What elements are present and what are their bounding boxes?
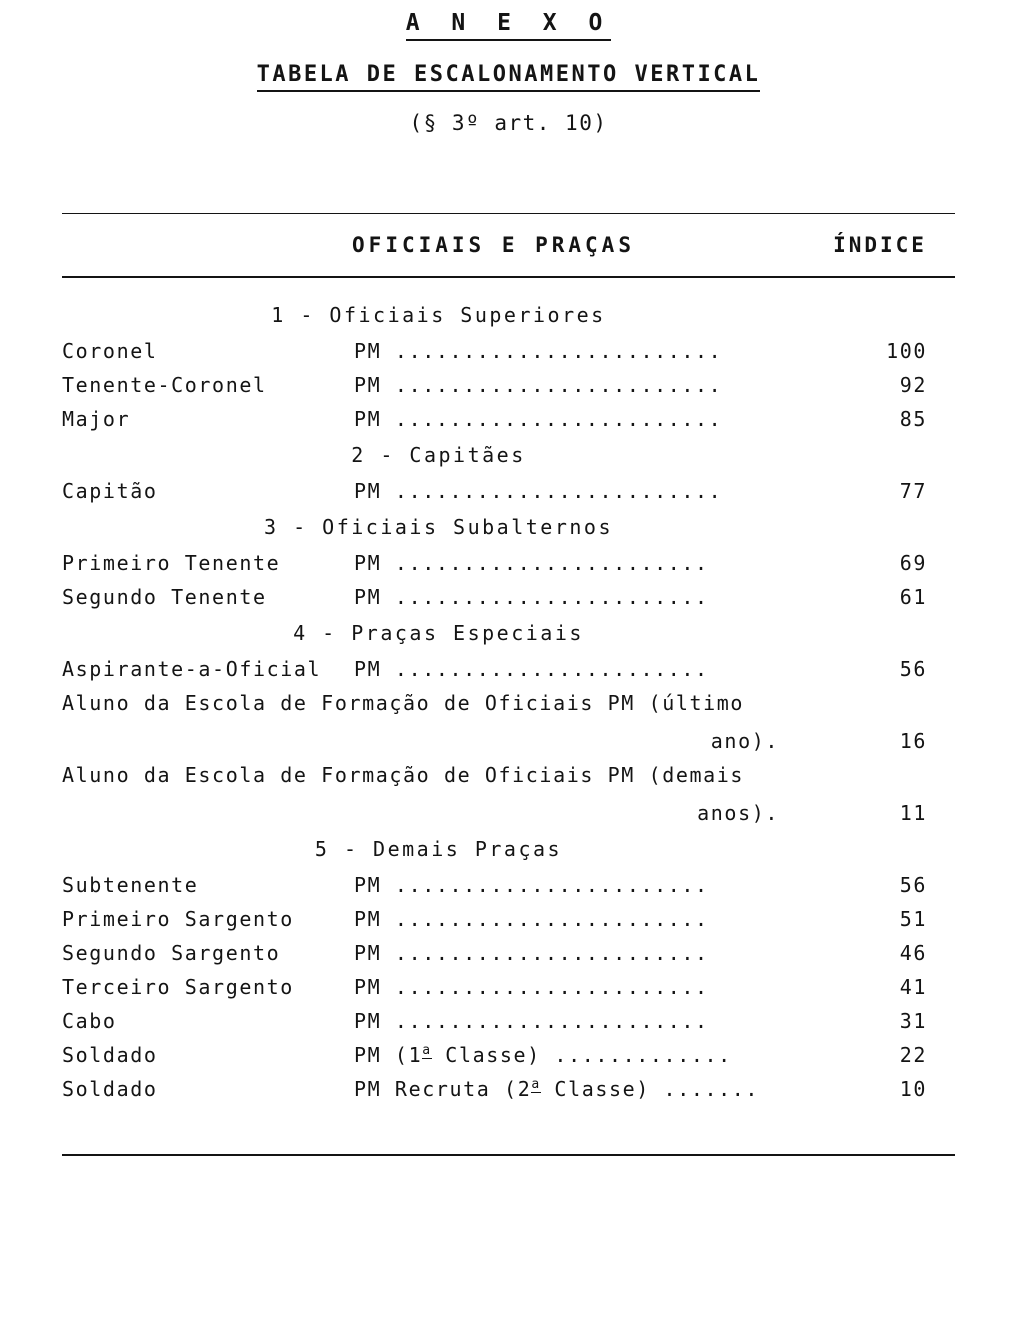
table-row bbox=[62, 902, 955, 936]
rank-label: Subtenente bbox=[62, 873, 199, 897]
rank-leader: PM ....................... bbox=[354, 907, 709, 931]
rank-leader: PM Recruta (2$^a$ Classe) ....... bbox=[354, 1077, 760, 1101]
rank-index-value: 22 bbox=[899, 1043, 927, 1067]
table-row bbox=[62, 1004, 955, 1038]
rank-label: Aluno da Escola de Formação de Oficiais PM (último bbox=[62, 691, 745, 715]
document-page bbox=[0, 10, 1017, 1324]
rank-leader: PM ....................... bbox=[354, 941, 709, 965]
rank-label: Primeiro Tenente bbox=[62, 551, 281, 575]
table-row bbox=[62, 686, 955, 758]
table-row bbox=[62, 474, 955, 508]
page-title-text: A N E X O bbox=[406, 10, 612, 41]
rank-index-value: 46 bbox=[899, 941, 927, 965]
table-row bbox=[62, 970, 955, 1004]
table-row bbox=[62, 368, 955, 402]
rank-leader: PM ........................ bbox=[354, 407, 723, 431]
rank-leader: PM ....................... bbox=[354, 873, 709, 897]
table-bottom-rule bbox=[62, 1154, 955, 1156]
rank-index-value: 51 bbox=[899, 907, 927, 931]
rank-index-value: 10 bbox=[899, 1077, 927, 1101]
document-subtitle bbox=[62, 62, 955, 87]
rank-label: Coronel bbox=[62, 339, 158, 363]
rank-label: Segundo Sargento bbox=[62, 941, 281, 965]
rank-label: Soldado bbox=[62, 1043, 158, 1067]
ranking-table bbox=[62, 213, 955, 1156]
table-row bbox=[62, 1038, 955, 1072]
rank-label: Capitão bbox=[62, 479, 158, 503]
table-section-header: 4 - Praças Especiais bbox=[293, 621, 584, 645]
rank-label: Terceiro Sargento bbox=[62, 975, 294, 999]
column-header-main: OFICIAIS E PRAÇAS bbox=[352, 233, 635, 257]
rank-label-tail: anos). bbox=[697, 801, 779, 825]
rank-index-value: 41 bbox=[899, 975, 927, 999]
rank-label: Cabo bbox=[62, 1009, 117, 1033]
rank-index-value: 11 bbox=[899, 801, 927, 825]
table-row bbox=[62, 936, 955, 970]
rank-index-value: 69 bbox=[899, 551, 927, 575]
table-row bbox=[62, 1072, 955, 1106]
rank-leader: PM ........................ bbox=[354, 339, 723, 363]
table-row bbox=[62, 758, 955, 830]
rank-label: Tenente-Coronel bbox=[62, 373, 267, 397]
rank-label: Segundo Tenente bbox=[62, 585, 267, 609]
rank-leader: PM ....................... bbox=[354, 585, 709, 609]
rank-index-value: 100 bbox=[886, 339, 927, 363]
rank-index-value: 16 bbox=[899, 729, 927, 753]
table-header-row bbox=[62, 214, 955, 276]
rank-leader: PM ........................ bbox=[354, 373, 723, 397]
rank-index-value: 92 bbox=[899, 373, 927, 397]
table-row bbox=[62, 580, 955, 614]
rank-label: Aluno da Escola de Formação de Oficiais PM (demais bbox=[62, 763, 745, 787]
page-title bbox=[62, 10, 955, 36]
table-section-header: 3 - Oficiais Subalternos bbox=[264, 515, 613, 539]
rank-leader: PM ....................... bbox=[354, 975, 709, 999]
table-row bbox=[62, 402, 955, 436]
table-section-header: 2 - Capitães bbox=[351, 443, 526, 467]
rank-label: Primeiro Sargento bbox=[62, 907, 294, 931]
rank-leader: PM ....................... bbox=[354, 657, 709, 681]
rank-leader: PM (1$^a$ Classe) ............. bbox=[354, 1043, 732, 1067]
table-row bbox=[62, 546, 955, 580]
rank-label-tail: ano). bbox=[710, 729, 779, 753]
document-subtitle-text: TABELA DE ESCALONAMENTO VERTICAL bbox=[257, 62, 761, 92]
table-section-header: 1 - Oficiais Superiores bbox=[271, 303, 606, 327]
rank-label: Aspirante-a-Oficial bbox=[62, 657, 322, 681]
rank-leader: PM ....................... bbox=[354, 1009, 709, 1033]
table-body bbox=[62, 278, 955, 1120]
table-section-header: 5 - Demais Praças bbox=[314, 837, 563, 861]
rank-label-continuation bbox=[62, 729, 955, 753]
rank-label: Major bbox=[62, 407, 131, 431]
rank-index-value: 56 bbox=[899, 657, 927, 681]
table-row bbox=[62, 652, 955, 686]
document-reference: (§ 3º art. 10) bbox=[409, 111, 608, 135]
column-header-index: ÍNDICE bbox=[833, 233, 927, 257]
table-row bbox=[62, 868, 955, 902]
rank-index-value: 56 bbox=[899, 873, 927, 897]
rank-index-value: 77 bbox=[899, 479, 927, 503]
rank-index-value: 85 bbox=[899, 407, 927, 431]
rank-leader: PM ....................... bbox=[354, 551, 709, 575]
rank-label-continuation bbox=[62, 801, 955, 825]
rank-leader: PM ........................ bbox=[354, 479, 723, 503]
table-row bbox=[62, 334, 955, 368]
rank-index-value: 61 bbox=[899, 585, 927, 609]
rank-index-value: 31 bbox=[899, 1009, 927, 1033]
rank-label: Soldado bbox=[62, 1077, 158, 1101]
